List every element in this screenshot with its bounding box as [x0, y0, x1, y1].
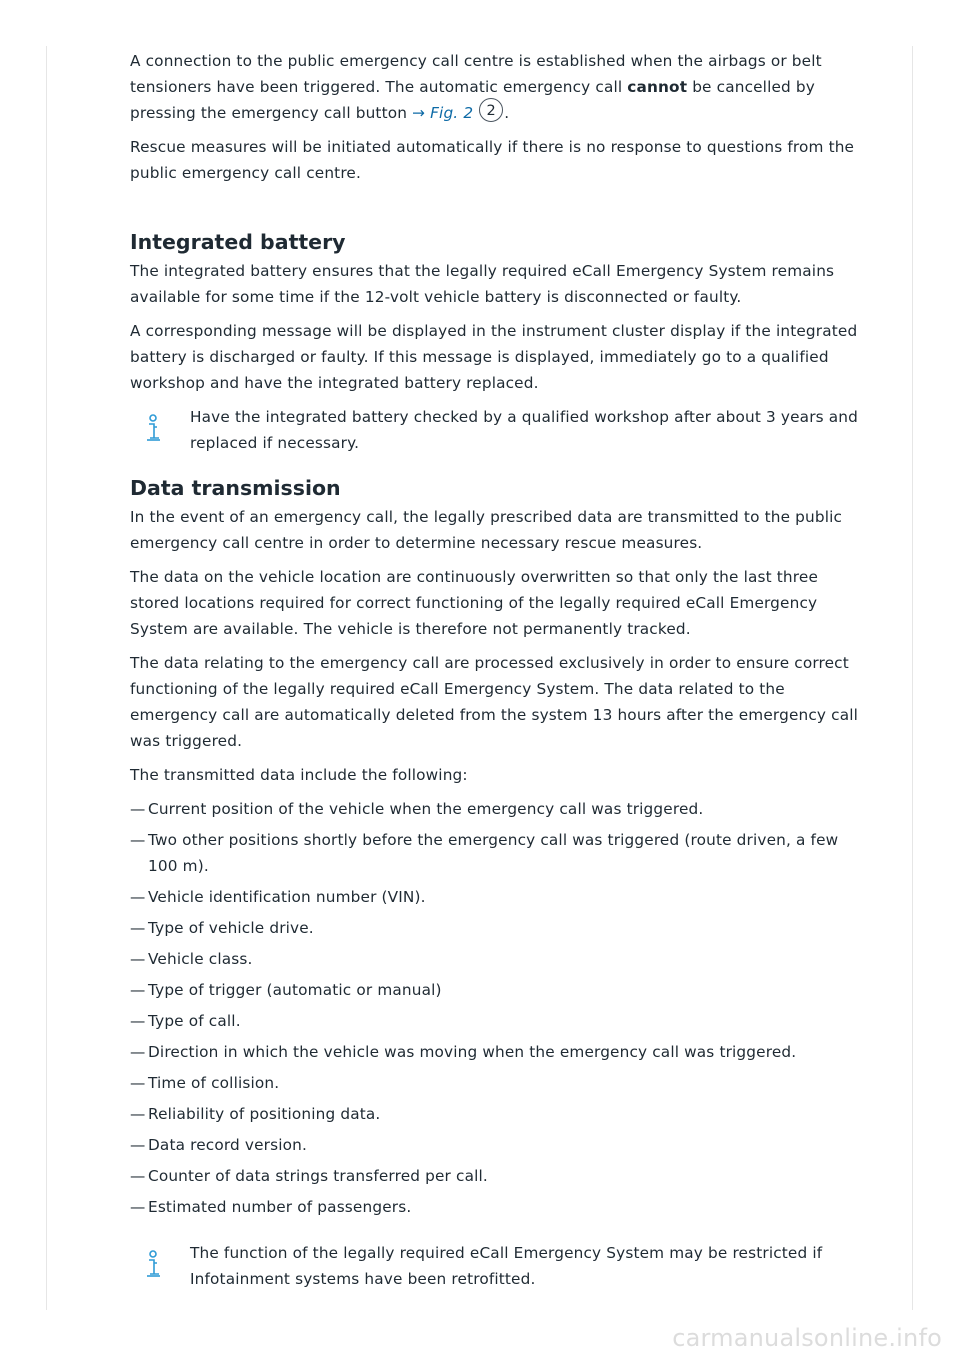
manual-page-content [130, 48, 860, 1300]
transmitted-data-list [130, 796, 860, 1220]
page-border-right [912, 46, 913, 1310]
info-icon [144, 414, 162, 442]
dash-bullet: — [130, 831, 146, 849]
figure-callout-badge: 2 [479, 98, 503, 122]
dash-bullet: — [130, 1136, 146, 1154]
page-border-left [46, 46, 47, 1310]
list-item [130, 1132, 860, 1158]
data-paragraph-1: In the event of an emergency call, the legally prescribed data are transmitted to the public emergency call centre in order to determine necessary rescue measures. [130, 508, 843, 552]
dash-bullet: — [130, 800, 146, 818]
dash-bullet: — [130, 888, 146, 906]
emphasis-cannot: cannot [627, 78, 688, 96]
battery-note-text: Have the integrated battery checked by a qualified workshop after about 3 years and replaced if necessary. [190, 408, 858, 452]
dash-bullet: — [130, 1105, 146, 1123]
list-item [130, 977, 860, 1003]
list-item-text: Counter of data strings transferred per call. [148, 1167, 488, 1185]
list-item [130, 1163, 860, 1189]
dash-bullet: — [130, 1043, 146, 1061]
dash-bullet: — [130, 1074, 146, 1092]
info-icon [144, 1250, 162, 1278]
list-item [130, 946, 860, 972]
site-watermark: carmanualsonline.info [672, 1324, 942, 1352]
data-paragraph-2: The data on the vehicle location are continuously overwritten so that only the last three stored locations required for correct functioning of the legally required eCall Emergency System are available. The vehicle is therefore not permanently tracked. [130, 568, 819, 638]
battery-note [130, 404, 860, 456]
data-paragraph-4: The transmitted data include the following: [130, 766, 468, 784]
list-item [130, 1194, 860, 1220]
dash-bullet: — [130, 981, 146, 999]
dash-bullet: — [130, 1167, 146, 1185]
list-item [130, 1008, 860, 1034]
list-item-text: Time of collision. [148, 1074, 280, 1092]
list-item-text: Two other positions shortly before the emergency call was triggered (route driven, a few 100 m). [148, 831, 839, 875]
list-item-text: Data record version. [148, 1136, 308, 1154]
list-item-text: Type of call. [148, 1012, 241, 1030]
battery-paragraph-1: The integrated battery ensures that the legally required eCall Emergency System remains available for some time if the 12-volt vehicle battery is disconnected or faulty. [130, 262, 835, 306]
intro-text-2: be cancelled by pressing the emergency call button [130, 78, 815, 122]
infotainment-note [130, 1240, 860, 1292]
dash-bullet: — [130, 1198, 146, 1216]
list-item-text: Type of trigger (automatic or manual) [148, 981, 442, 999]
dash-bullet: — [130, 1012, 146, 1030]
dash-bullet: — [130, 919, 146, 937]
list-item-text: Direction in which the vehicle was moving when the emergency call was triggered. [148, 1043, 797, 1061]
data-paragraph-3: The data relating to the emergency call are processed exclusively in order to ensure correct functioning of the legally required eCall Emergency System. The data related to the emergency call are automatically deleted from the system 13 hours after the emergency call was triggered. [130, 654, 859, 750]
infotainment-note-text: The function of the legally required eCall Emergency System may be restricted if Infotainment systems have been retrofitted. [190, 1244, 823, 1288]
intro-text-end: . [504, 104, 510, 122]
intro-paragraph-1 [130, 48, 860, 126]
intro-paragraph-2: Rescue measures will be initiated automatically if there is no response to questions from the public emergency call centre. [130, 138, 855, 182]
battery-paragraph-2: A corresponding message will be displayed in the instrument cluster display if the integrated battery is discharged or faulty. If this message is displayed, immediately go to a qualified workshop and have the integrated battery replaced. [130, 322, 858, 392]
section-heading-data-transmission: Data transmission [130, 476, 341, 500]
intro-text-1: A connection to the public emergency call centre is established when the airbags or belt tensioners have been triggered. The automatic emergency call [130, 52, 822, 96]
list-item-text: Reliability of positioning data. [148, 1105, 381, 1123]
list-item [130, 915, 860, 941]
list-item [130, 1101, 860, 1127]
list-item-text: Type of vehicle drive. [148, 919, 314, 937]
list-item [130, 1070, 860, 1096]
list-item [130, 796, 860, 822]
list-item-text: Vehicle class. [148, 950, 253, 968]
section-heading-integrated-battery: Integrated battery [130, 230, 346, 254]
list-item-text: Current position of the vehicle when the emergency call was triggered. [148, 800, 704, 818]
list-item [130, 1039, 860, 1065]
dash-bullet: — [130, 950, 146, 968]
list-item-text: Vehicle identification number (VIN). [148, 888, 426, 906]
list-item-text: Estimated number of passengers. [148, 1198, 412, 1216]
list-item [130, 827, 860, 879]
figure-link[interactable]: → Fig. 2 [412, 104, 474, 122]
list-item [130, 884, 860, 910]
